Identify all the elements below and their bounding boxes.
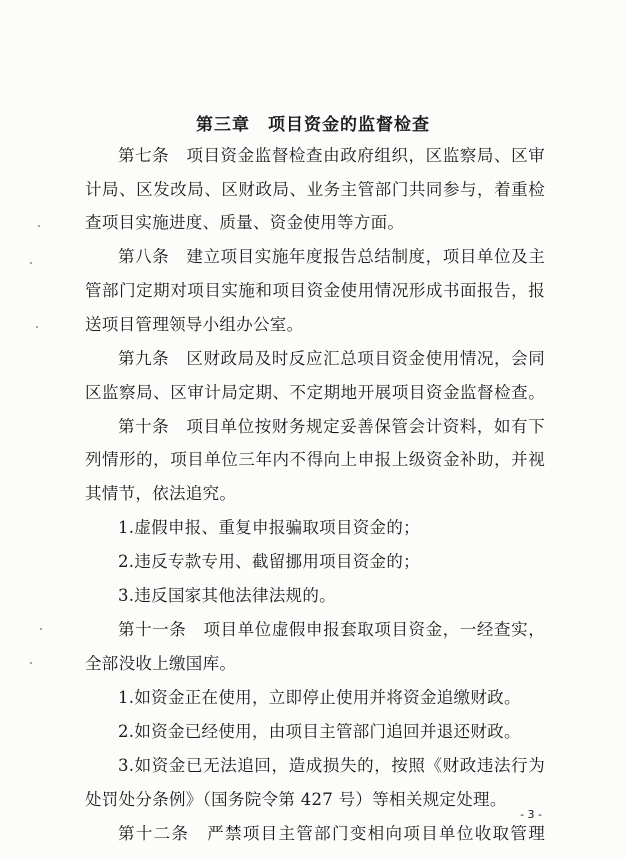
scan-speck	[36, 326, 38, 328]
text-line: 列情形的，项目单位三年内不得向上申报上级资金补助，并视	[85, 450, 545, 469]
text-line: 第十二条 严禁项目主管部门变相向项目单位收取管理	[118, 824, 545, 843]
scan-speck	[30, 662, 32, 664]
text-line: 第十一条 项目单位虚假申报套取项目资金，一经查实，	[118, 620, 545, 639]
text-line: 第八条 建立项目实施年度报告总结制度，项目单位及主	[118, 247, 545, 266]
list-item: 3.如资金已无法追回，造成损失的，按照《财政违法行为	[118, 756, 545, 775]
text-line: 管部门定期对项目实施和项目资金使用情况形成书面报告，报	[85, 281, 545, 300]
list-item: 1.如资金正在使用，立即停止使用并将资金追缴财政。	[118, 688, 521, 707]
text-line: 处罚处分条例》（国务院令第 427 号）等相关规定处理。	[85, 790, 507, 809]
list-item: 1.虚假申报、重复申报骗取项目资金的；	[118, 518, 420, 537]
text-line: 送项目管理领导小组办公室。	[85, 315, 304, 334]
text-line: 计局、区发改局、区财政局、业务主管部门共同参与，着重检	[85, 180, 545, 199]
text-line: 其情节，依法追究。	[85, 484, 237, 503]
list-item: 3.违反国家其他法律法规的。	[118, 586, 336, 605]
scan-speck	[40, 628, 42, 630]
list-item: 2.违反专款专用、截留挪用项目资金的；	[118, 552, 420, 571]
text-line: 查项目实施进度、质量、资金使用等方面。	[85, 213, 405, 232]
list-item: 2.如资金已经使用，由项目主管部门追回并退还财政。	[118, 722, 521, 741]
scan-speck	[38, 225, 40, 227]
chapter-title: 第三章 项目资金的监督检查	[196, 115, 430, 135]
text-line: 第九条 区财政局及时反应汇总项目资金使用情况，会同	[118, 349, 545, 368]
text-line: 区监察局、区审计局定期、不定期地开展项目资金监督检查。	[85, 383, 545, 402]
text-line: 第十条 项目单位按财务规定妥善保管会计资料，如有下	[118, 417, 545, 436]
page-number: - 3 -	[520, 808, 542, 821]
text-line: 全部没收上缴国库。	[85, 654, 237, 673]
scan-speck	[30, 262, 32, 264]
text-line: 第七条 项目资金监督检查由政府组织，区监察局、区审	[118, 146, 545, 165]
